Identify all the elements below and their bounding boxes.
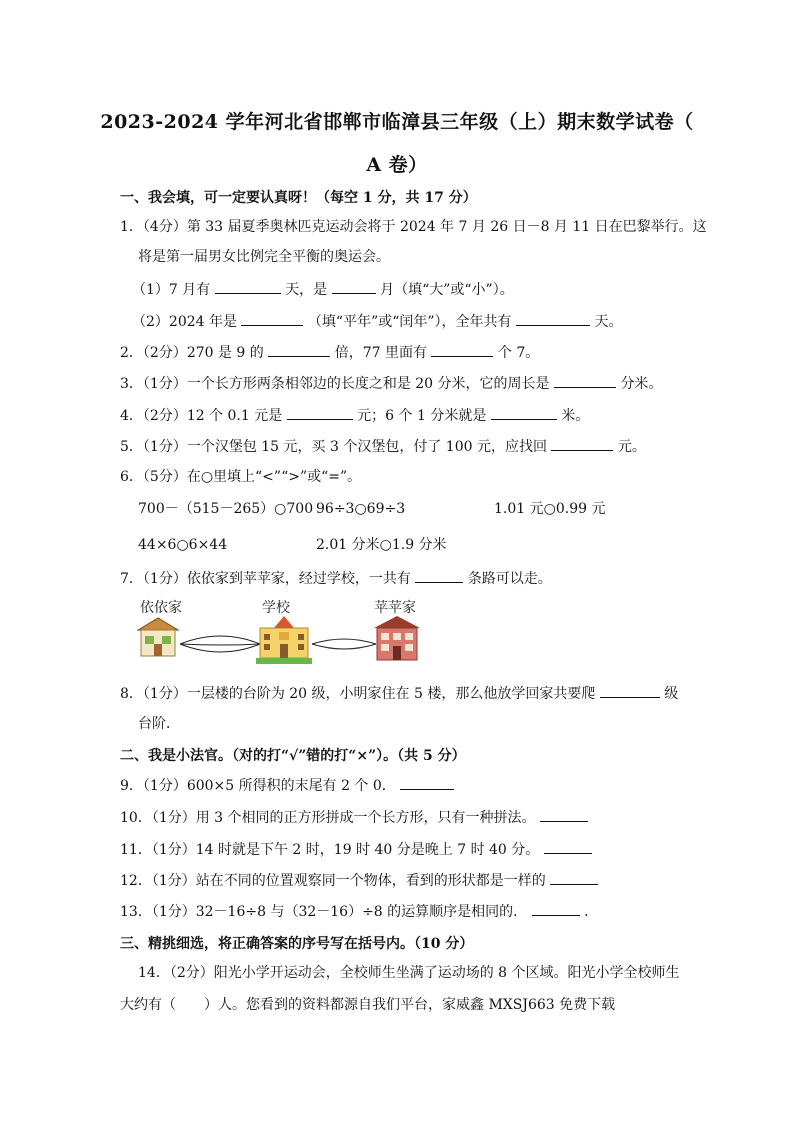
q2-blank-1[interactable]: [268, 342, 330, 357]
q1-sub1-text-b: 天，是: [285, 282, 328, 298]
q11-text: 11．（1分）14 时就是下午 2 时，19 时 40 分是晚上 7 时 40 分。: [120, 842, 540, 858]
q13-blank[interactable]: [532, 901, 580, 916]
q8-blank[interactable]: [600, 683, 660, 698]
q8-text-b: 级: [664, 686, 679, 702]
q13-text: 13．（1分）32－16÷8 与（32－16）÷8 的运算顺序是相同的．: [120, 904, 528, 920]
q14-line2: 大约有（ ）人。您看到的资料都源自我们平台，家威鑫 MXSJ663 免费下载: [120, 997, 616, 1013]
exam-title-line2: A 卷）: [366, 154, 428, 176]
q10-blank[interactable]: [540, 807, 588, 822]
q8: [120, 683, 678, 704]
q11: [120, 839, 592, 860]
q2-blank-2[interactable]: [431, 342, 493, 357]
q1-sub2-text-b: （填“平年”或“闰年”），全年共有: [307, 314, 512, 330]
q12: [120, 870, 598, 891]
q6-item-4[interactable]: 44×6○6×44: [138, 537, 228, 553]
q5-blank[interactable]: [551, 436, 613, 451]
q9-text: 9．（1分）600×5 所得积的末尾有 2 个 0．: [120, 778, 396, 794]
q8-line2: 台阶．: [138, 716, 180, 732]
q13-text-b: ．: [584, 904, 599, 920]
q1-blank-month-type[interactable]: [332, 279, 376, 294]
q13: [120, 901, 598, 922]
q4-blank-2[interactable]: [491, 405, 557, 420]
q11-blank[interactable]: [544, 839, 592, 854]
q2: [120, 342, 539, 363]
paths-left: [180, 636, 260, 652]
section-1-heading: 一、我会填，可一定要认真呀！（每空 1 分，共 17 分）: [120, 190, 477, 206]
q4: [120, 405, 589, 426]
q3: [120, 373, 662, 394]
q12-blank[interactable]: [550, 870, 598, 885]
q5-text-b: 元。: [617, 439, 646, 455]
q3-text-a: 3．（1分）一个长方形两条相邻边的长度之和是 20 分米，它的周长是: [120, 376, 550, 392]
q6-item-3[interactable]: 1.01 元○0.99 元: [494, 501, 606, 517]
school-icon: [256, 616, 312, 664]
q1-sub2-text-c: 天。: [594, 314, 623, 330]
q9-blank[interactable]: [400, 775, 454, 790]
q2-text-a: 2．（2分）270 是 9 的: [120, 345, 264, 361]
section-2-heading: 二、我是小法官。（对的打“√”错的打“×”）。（共 5 分）: [120, 748, 466, 764]
section-3-heading: 三、精挑细选，将正确答案的序号写在括号内。（10 分）: [120, 936, 474, 952]
label-school: 学校: [262, 600, 290, 616]
label-yiyi-home: 依依家: [140, 600, 182, 616]
q1-blank-days[interactable]: [215, 279, 281, 294]
q1-blank-total-days[interactable]: [516, 311, 590, 326]
q5-text-a: 5．（1分）一个汉堡包 15 元，买 3 个汉堡包，付了 100 元，应找回: [120, 439, 547, 455]
q12-text: 12．（1分）站在不同的位置观察同一个物体，看到的形状都是一样的: [120, 873, 546, 889]
q6-text: 6．（5分）在○里填上“<”“>”或“=”。: [120, 469, 362, 485]
q8-text-a: 8．（1分）一层楼的台阶为 20 级，小明家住在 5 楼，那么他放学回家共要爬: [120, 686, 596, 702]
q10-text: 10．（1分）用 3 个相同的正方形拼成一个长方形，只有一种拼法。: [120, 810, 536, 826]
q2-text-b: 倍，77 里面有: [334, 345, 427, 361]
label-pingping-home: 苹苹家: [374, 600, 416, 616]
q7: [120, 568, 552, 589]
q14-line1: 14．（2分）阳光小学开运动会，全校师生坐满了运动场的 8 个区域。阳光小学全校师生: [138, 965, 680, 981]
route-illustration: [136, 614, 426, 670]
q9: [120, 775, 454, 796]
q1-blank-year-type[interactable]: [241, 311, 303, 326]
q4-text-a: 4．（2分）12 个 0.1 元是: [120, 408, 283, 424]
q7-text-a: 7．（1分）依依家到苹苹家，经过学校，一共有: [120, 571, 411, 587]
q3-blank[interactable]: [554, 373, 616, 388]
q6-item-1[interactable]: 700－（515－265）○700: [138, 501, 314, 517]
q4-text-b: 元；6 个 1 分米就是: [357, 408, 487, 424]
q1-sub1-text-c: 月（填“大”或“小”）。: [380, 282, 514, 298]
q2-text-c: 个 7。: [497, 345, 540, 361]
q1-sub2-text-a: （2）2024 年是: [132, 314, 237, 330]
paths-right: [312, 639, 376, 649]
exam-title-line1: 2023-2024 学年河北省邯郸市临漳县三年级（上）期末数学试卷（: [100, 111, 694, 133]
q7-blank[interactable]: [415, 568, 463, 583]
yiyi-house-icon: [138, 618, 178, 656]
q1-line2: 将是第一届男女比例完全平衡的奥运会。: [138, 249, 390, 265]
pingping-house-icon: [374, 616, 420, 660]
q10: [120, 807, 588, 828]
q3-text-b: 分米。: [620, 376, 663, 392]
q4-text-c: 米。: [561, 408, 590, 424]
q7-text-b: 条路可以走。: [467, 571, 552, 587]
q1-sub1: [132, 279, 514, 300]
q6-item-5[interactable]: 2.01 分米○1.9 分米: [316, 537, 447, 553]
q1-line1: 1．（4分）第 33 届夏季奥林匹克运动会将于 2024 年 7 月 26 日－8 月 11 日在巴黎举行。这: [120, 219, 707, 235]
q4-blank-1[interactable]: [287, 405, 353, 420]
q1-sub1-text-a: （1）7 月有: [132, 282, 211, 298]
q6-item-2[interactable]: 96÷3○69÷3: [316, 501, 406, 517]
q1-sub2: [132, 311, 622, 332]
q5: [120, 436, 646, 457]
